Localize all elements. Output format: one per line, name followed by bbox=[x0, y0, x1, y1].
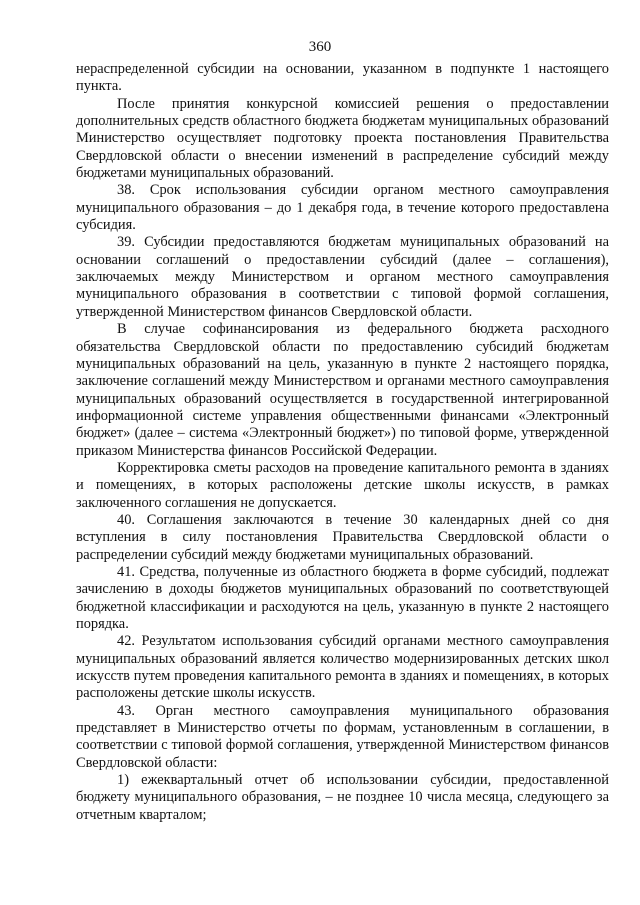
paragraph-item-41: 41. Средства, полученные из областного бюджета в форме субсидий, подлежат зачислению в доходы бюджетов муниципальных образований по соответствующей бюджетной классификации и расходуются на цель, указанную в пункте 2 настоящего порядка. bbox=[76, 563, 609, 632]
paragraph-item-43: 43. Орган местного самоуправления муниципального образования представляет в Министерство отчеты по формам, установленным в соглашении, в соответствии с типовой формой соглашения, утвержденной Министерством финансов Свердловской области: bbox=[76, 702, 609, 771]
document-body bbox=[76, 61, 609, 824]
paragraph: Корректировка сметы расходов на проведение капитального ремонта в зданиях и помещениях, в которых расположены детские школы искусств, в рамках заключенного соглашения не допускается. bbox=[76, 459, 609, 511]
paragraph-item-38: 38. Срок использования субсидии органом местного самоуправления муниципального образования – до 1 декабря года, в течение которого предоставлена субсидия. bbox=[76, 182, 609, 234]
paragraph: В случае софинансирования из федерального бюджета расходного обязательства Свердловской области по предоставлению субсидий бюджетам муниципальных образований на цель, указанную в пункте 2 настоящего порядка, заключение соглашений между Министерством и органами местного самоуправления муниципальных образований осуществляется в государственной интегрированной информационной системе управления общественными финансами «Электронный бюджет» (далее – система «Электронный бюджет») по типовой форме, утвержденной приказом Министерства финансов Российской Федерации. bbox=[76, 321, 609, 459]
paragraph: После принятия конкурсной комиссией решения о предоставлении дополнительных средств областного бюджета бюджетам муниципальных образований Министерство осуществляет подготовку проекта постановления Правительства Свердловской области о внесении изменений в распределение субсидий между бюджетами муниципальных образований. bbox=[76, 95, 609, 182]
paragraph-item-40: 40. Соглашения заключаются в течение 30 календарных дней со дня вступления в силу постановления Правительства Свердловской области о распределении субсидий между бюджетами муниципальных образований. bbox=[76, 511, 609, 563]
paragraph-item-42: 42. Результатом использования субсидий органами местного самоуправления муниципальных образований является количество модернизированных детских школ искусств путем проведения капитального ремонта в зданиях и помещениях, в которых расположены детские школы искусств. bbox=[76, 633, 609, 702]
paragraph-subitem-1: 1) ежеквартальный отчет об использовании субсидии, предоставленной бюджету муниципального образования, – не позднее 10 числа месяца, следующего за отчетным кварталом; bbox=[76, 772, 609, 823]
paragraph-continuation: нераспределенной субсидии на основании, указанном в подпункте 1 настоящего пункта. bbox=[76, 61, 609, 95]
page-number: 360 bbox=[308, 39, 332, 55]
paragraph-item-39: 39. Субсидии предоставляются бюджетам муниципальных образований на основании соглашений о предоставлении субсидий (далее – соглашения), заключаемых между Министерством и органом местного самоуправления муниципального образования в соответствии с типовой формой соглашения, утвержденной Министерством финансов Свердловской области. bbox=[76, 234, 609, 320]
